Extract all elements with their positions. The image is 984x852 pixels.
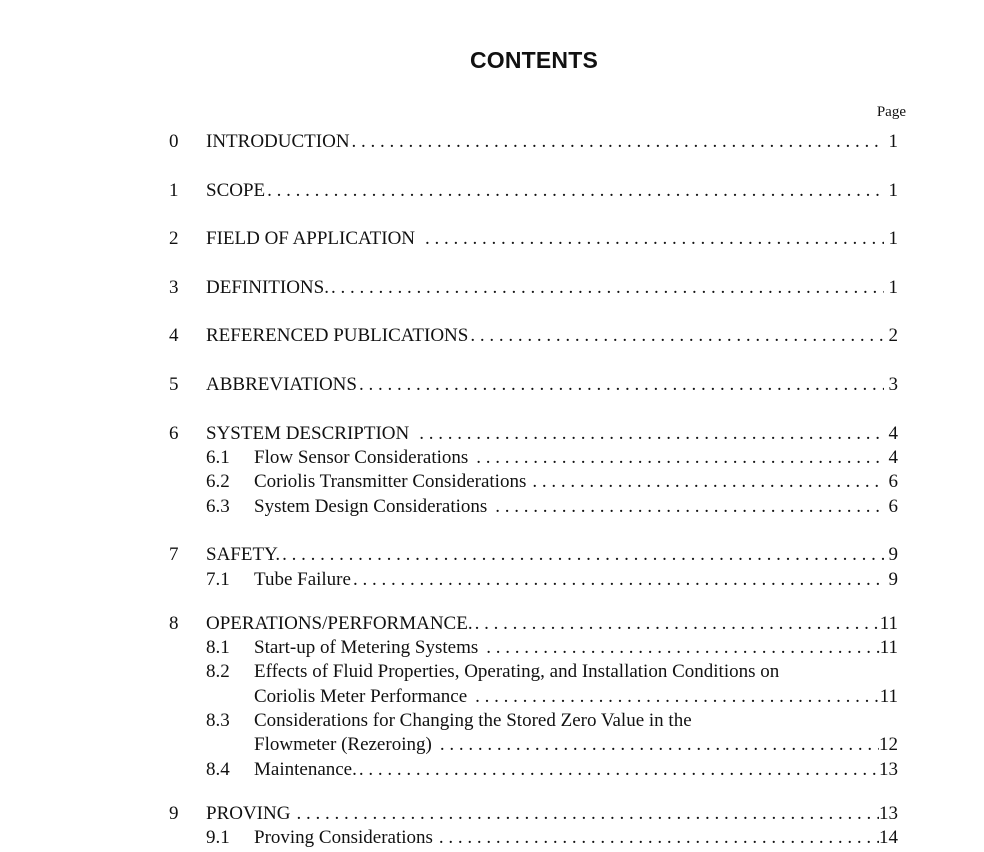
section-number: 2 <box>169 228 179 249</box>
page-number: 3 <box>888 374 898 395</box>
section-title: INTRODUCTION <box>206 131 350 152</box>
page-number: 9 <box>888 544 898 565</box>
page-number: 11 <box>879 613 898 634</box>
toc-subentry[interactable] <box>0 447 984 469</box>
dot-leader <box>265 180 884 202</box>
toc-subentry[interactable] <box>0 710 984 732</box>
page-number: 11 <box>879 686 898 707</box>
toc-entry[interactable] <box>0 228 984 250</box>
dot-leader <box>357 759 879 781</box>
page-title: CONTENTS <box>469 47 599 73</box>
subsection-number: 6.3 <box>206 496 230 517</box>
page-number: 13 <box>879 759 898 780</box>
dot-leader <box>487 496 884 518</box>
dot-leader <box>433 827 879 849</box>
subsection-title: Coriolis Transmitter Considerations <box>254 471 527 492</box>
toc-subentry[interactable] <box>0 496 984 518</box>
section-title: SAFETY. <box>206 544 281 565</box>
dot-leader <box>350 131 884 153</box>
subsection-title-continued: Flowmeter (Rezeroing) <box>254 734 432 755</box>
subsection-title: System Design Considerations <box>254 496 488 517</box>
subsection-title: Effects of Fluid Properties, Operating, and Installation Conditions on <box>254 661 780 682</box>
toc-entry[interactable] <box>0 277 984 299</box>
section-title: DEFINITIONS. <box>206 277 329 298</box>
section-title: SCOPE <box>206 180 266 201</box>
toc-subentry[interactable] <box>0 759 984 781</box>
subsection-title: Start-up of Metering Systems <box>254 637 479 658</box>
subsection-number: 6.2 <box>206 471 230 492</box>
section-number: 1 <box>169 180 179 201</box>
section-number: 9 <box>169 803 179 824</box>
page-number: 9 <box>888 569 898 590</box>
toc-entry[interactable] <box>0 803 984 825</box>
subsection-title: Considerations for Changing the Stored Zero Value in the <box>254 710 692 731</box>
dot-leader <box>478 637 879 659</box>
toc-entry[interactable] <box>0 544 984 566</box>
dot-leader <box>351 569 884 591</box>
dot-leader <box>329 277 884 299</box>
subsection-number: 8.3 <box>206 710 230 731</box>
page-number: 6 <box>888 496 898 517</box>
dot-leader <box>432 734 879 756</box>
toc-entry[interactable] <box>0 374 984 396</box>
section-title: SYSTEM DESCRIPTION <box>206 423 410 444</box>
dot-leader <box>468 325 884 347</box>
page-number: 14 <box>879 827 898 848</box>
toc-subentry[interactable] <box>0 827 984 849</box>
toc-entry[interactable] <box>0 423 984 445</box>
section-number: 4 <box>169 325 179 346</box>
toc-subentry-continuation[interactable] <box>0 686 984 708</box>
dot-leader <box>526 471 884 493</box>
section-title: FIELD OF APPLICATION <box>206 228 416 249</box>
toc-entry[interactable] <box>0 131 984 153</box>
section-title: OPERATIONS/PERFORMANCE. <box>206 613 473 634</box>
page-number: 1 <box>888 180 898 201</box>
subsection-title: Proving Considerations <box>254 827 433 848</box>
toc-entry[interactable] <box>0 325 984 347</box>
toc-subentry[interactable] <box>0 471 984 493</box>
subsection-number: 9.1 <box>206 827 230 848</box>
subsection-number: 6.1 <box>206 447 230 468</box>
subsection-title: Tube Failure <box>254 569 351 590</box>
subsection-number: 7.1 <box>206 569 230 590</box>
section-number: 3 <box>169 277 179 298</box>
dot-leader <box>468 447 884 469</box>
subsection-number: 8.1 <box>206 637 230 658</box>
toc-entry[interactable] <box>0 613 984 635</box>
dot-leader <box>280 544 884 566</box>
dot-leader <box>467 686 880 708</box>
page-number: 6 <box>888 471 898 492</box>
dot-leader <box>409 423 884 445</box>
dot-leader <box>415 228 884 250</box>
dot-leader <box>357 374 884 396</box>
page-number: 4 <box>888 447 898 468</box>
section-number: 0 <box>169 131 179 152</box>
toc-subentry[interactable] <box>0 569 984 591</box>
section-number: 7 <box>169 544 179 565</box>
dot-leader <box>473 613 880 635</box>
section-number: 6 <box>169 423 179 444</box>
page-number: 13 <box>879 803 898 824</box>
subsection-title-continued: Coriolis Meter Performance <box>254 686 468 707</box>
page-number: 4 <box>888 423 898 444</box>
toc-subentry[interactable] <box>0 661 984 683</box>
toc-subentry[interactable] <box>0 637 984 659</box>
page-number: 12 <box>879 734 898 755</box>
dot-leader <box>290 803 879 825</box>
page-number: 1 <box>888 277 898 298</box>
page-number: 1 <box>888 228 898 249</box>
toc-entry[interactable] <box>0 180 984 202</box>
section-title: PROVING <box>206 803 291 824</box>
subsection-number: 8.2 <box>206 661 230 682</box>
page-number: 2 <box>888 325 898 346</box>
toc-subentry-continuation[interactable] <box>0 734 984 756</box>
page-column-header: Page <box>876 104 906 120</box>
page-number: 1 <box>888 131 898 152</box>
section-number: 8 <box>169 613 179 634</box>
section-number: 5 <box>169 374 179 395</box>
section-title: REFERENCED PUBLICATIONS <box>206 325 469 346</box>
page-number: 11 <box>879 637 898 658</box>
subsection-title: Flow Sensor Considerations <box>254 447 469 468</box>
subsection-number: 8.4 <box>206 759 230 780</box>
subsection-title: Maintenance. <box>254 759 357 780</box>
section-title: ABBREVIATIONS <box>206 374 357 395</box>
